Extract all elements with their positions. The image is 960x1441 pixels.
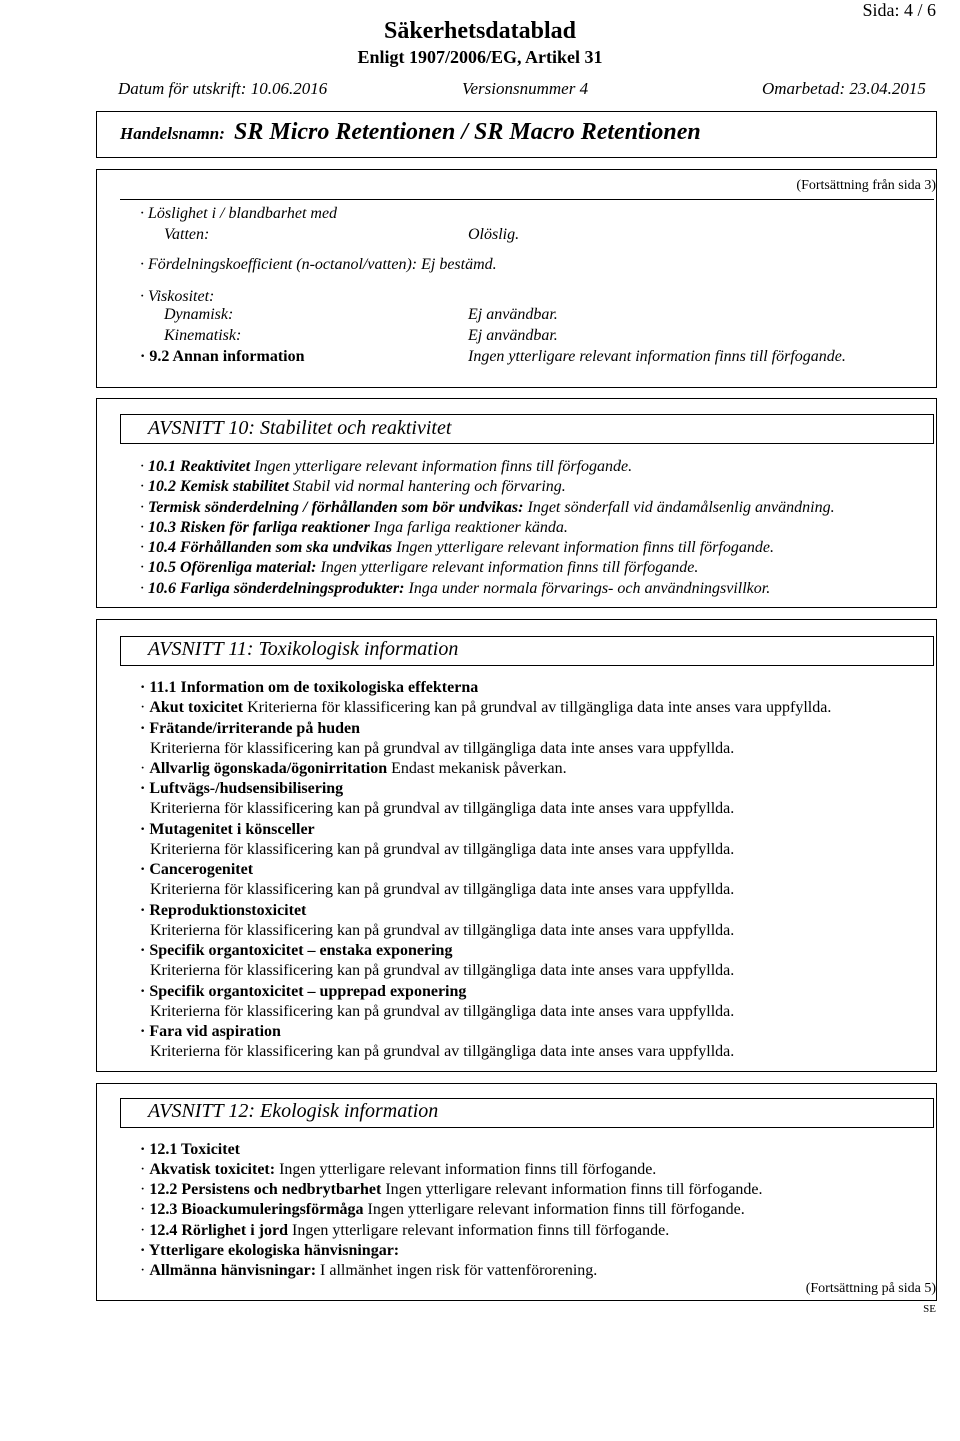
- aspiration-row: · Fara vid aspiration: [140, 1023, 281, 1040]
- solubility-label: Löslighet i / blandbarhet med: [148, 205, 338, 222]
- bioaccumulation-value: Ingen ytterligare relevant information finns till förfogande.: [367, 1201, 745, 1218]
- partition-label: Fördelningskoefficient (n-octanol/vatten):: [148, 256, 418, 273]
- bullet-dot: ·: [140, 256, 148, 273]
- persistence-label: 12.2 Persistens och nedbrytbarhet: [149, 1181, 382, 1198]
- conditions-avoid-row: · 10.4 Förhållanden som ska undvikas Ingen ytterligare relevant information finns till förfogande.: [140, 539, 774, 556]
- tox-intro-row: · 11.1 Information om de toxikologiska effekterna: [140, 679, 479, 696]
- acute-row: · Akut toxicitet Kriterierna för klassificering kan på grundval av tillgängliga data inte anses vara uppfyllda.: [140, 699, 832, 716]
- solubility-row: [140, 205, 337, 223]
- incompatible-value: Ingen ytterligare relevant information finns till förfogande.: [320, 559, 699, 576]
- corrosion-row: · Frätande/irriterande på huden: [140, 720, 361, 737]
- trade-name-label: Handelsnamn:: [120, 124, 225, 143]
- stot-repeat-value: Kriterierna för klassificering kan på grundval av tillgängliga data inte anses vara uppfyllda.: [150, 1003, 735, 1020]
- reactivity-label: 10.1 Reaktivitet: [148, 458, 251, 475]
- section-9-rule: [120, 199, 934, 200]
- persistence-value: Ingen ytterligare relevant information finns till förfogande.: [385, 1181, 763, 1198]
- viscosity-label: Viskositet:: [148, 288, 215, 305]
- hazardous-reactions-row: · 10.3 Risken för farliga reaktioner Inga farliga reaktioner kända.: [140, 519, 568, 536]
- mobility-row: · 12.4 Rörlighet i jord Ingen ytterligare relevant information finns till förfogande.: [140, 1222, 670, 1239]
- page-number: Sida: 4 / 6: [862, 0, 936, 20]
- bullet-dot: ·: [140, 348, 150, 365]
- print-date: Datum för utskrift: 10.06.2016: [118, 79, 328, 98]
- stot-single-label: Specifik organtoxicitet – enstaka exponering: [149, 942, 453, 959]
- hazardous-reactions-value: Inga farliga reaktioner kända.: [373, 519, 568, 536]
- revised-date: Omarbetad: 23.04.2015: [762, 79, 926, 98]
- water-value: Olöslig.: [468, 226, 520, 243]
- partition-value: Ej bestämd.: [421, 256, 497, 273]
- other-info-value: Ingen ytterligare relevant information finns till förfogande.: [468, 348, 846, 365]
- reproductive-label: Reproduktionstoxicitet: [149, 902, 307, 919]
- incompatible-label: 10.5 Oförenliga material:: [148, 559, 317, 576]
- corrosion-value: Kriterierna för klassificering kan på grundval av tillgängliga data inte anses vara uppfyllda.: [150, 740, 735, 757]
- conditions-avoid-value: Ingen ytterligare relevant information finns till förfogande.: [396, 539, 774, 556]
- general-notes-row: · Allmänna hänvisningar: I allmänhet ingen risk för vattenförorening.: [140, 1262, 598, 1279]
- mutagenicity-value: Kriterierna för klassificering kan på grundval av tillgängliga data inte anses vara uppfyllda.: [150, 841, 735, 858]
- water-label: Vatten:: [164, 226, 210, 243]
- stability-value: Stabil vid normal hantering och förvaring.: [292, 478, 566, 495]
- corrosion-label: Frätande/irriterande på huden: [149, 720, 361, 737]
- thermal-label: Termisk sönderdelning / förhållanden som bör undvikas:: [148, 499, 524, 516]
- stability-row: · 10.2 Kemisk stabilitet Stabil vid normal hantering och förvaring.: [140, 478, 566, 495]
- stot-repeat-row: · Specifik organtoxicitet – upprepad exponering: [140, 983, 467, 1000]
- carcinogenicity-value: Kriterierna för klassificering kan på grundval av tillgängliga data inte anses vara uppfyllda.: [150, 881, 735, 898]
- toxicity-row: · 12.1 Toxicitet: [140, 1141, 241, 1158]
- acute-value: Kriterierna för klassificering kan på grundval av tillgängliga data inte anses vara uppfyllda.: [247, 699, 832, 716]
- section-11-heading: AVSNITT 11: Toxikologisk information: [148, 638, 459, 660]
- stot-single-value: Kriterierna för klassificering kan på grundval av tillgängliga data inte anses vara uppfyllda.: [150, 962, 735, 979]
- decomposition-value: Inga under normala förvarings- och användningsvillkor.: [408, 580, 771, 597]
- carcinogenicity-row: · Cancerogenitet: [140, 861, 254, 878]
- other-info-row: [140, 348, 304, 366]
- general-notes-label: Allmänna hänvisningar:: [149, 1262, 317, 1279]
- kinematic-value: Ej användbar.: [468, 327, 558, 344]
- acute-label: Akut toxicitet: [149, 699, 244, 716]
- thermal-row: · Termisk sönderdelning / förhållanden som bör undvikas: Inget sönderfall vid ändamålsenlig användning.: [140, 499, 835, 516]
- thermal-value: Inget sönderfall vid ändamålsenlig användning.: [527, 499, 835, 516]
- bullet-dot: ·: [140, 288, 148, 305]
- bioaccumulation-label: 12.3 Bioackumuleringsförmåga: [149, 1201, 364, 1218]
- continued-on: (Fortsättning på sida 5): [805, 1281, 936, 1296]
- mobility-value: Ingen ytterligare relevant information finns till förfogande.: [291, 1222, 670, 1239]
- section-12-heading: AVSNITT 12: Ekologisk information: [148, 1100, 439, 1122]
- reactivity-value: Ingen ytterligare relevant information finns till förfogande.: [254, 458, 633, 475]
- tox-intro-label: 11.1 Information om de toxikologiska effekterna: [149, 679, 479, 696]
- partition-row: [140, 256, 497, 274]
- kinematic-label: Kinematisk:: [164, 327, 242, 344]
- eye-label: Allvarlig ögonskada/ögonirritation: [149, 760, 388, 777]
- stability-label: 10.2 Kemisk stabilitet: [148, 478, 289, 495]
- sensitisation-label: Luftvägs-/hudsensibilisering: [149, 780, 344, 797]
- reactivity-row: · 10.1 Reaktivitet Ingen ytterligare relevant information finns till förfogande.: [140, 458, 633, 475]
- bioaccumulation-row: · 12.3 Bioackumuleringsförmåga Ingen ytterligare relevant information finns till förfogande.: [140, 1201, 745, 1218]
- section-10-heading: AVSNITT 10: Stabilitet och reaktivitet: [148, 417, 452, 439]
- stot-repeat-label: Specifik organtoxicitet – upprepad exponering: [149, 983, 467, 1000]
- sensitisation-value: Kriterierna för klassificering kan på grundval av tillgängliga data inte anses vara uppfyllda.: [150, 800, 735, 817]
- dynamic-label: Dynamisk:: [164, 306, 234, 323]
- aspiration-value: Kriterierna för klassificering kan på grundval av tillgängliga data inte anses vara uppfyllda.: [150, 1043, 735, 1060]
- viscosity-row: [140, 288, 214, 306]
- decomposition-row: · 10.6 Farliga sönderdelningsprodukter: Inga under normala förvarings- och användningsvillkor.: [140, 580, 771, 597]
- further-eco-row: · Ytterligare ekologiska hänvisningar:: [140, 1242, 400, 1259]
- decomposition-label: 10.6 Farliga sönderdelningsprodukter:: [148, 580, 405, 597]
- dynamic-value: Ej användbar.: [468, 306, 558, 323]
- stot-single-row: · Specifik organtoxicitet – enstaka exponering: [140, 942, 453, 959]
- carcinogenicity-label: Cancerogenitet: [149, 861, 254, 878]
- aquatic-row: · Akvatisk toxicitet: Ingen ytterligare relevant information finns till förfogande.: [140, 1161, 657, 1178]
- incompatible-row: · 10.5 Oförenliga material: Ingen ytterligare relevant information finns till förfogande.: [140, 559, 699, 576]
- mobility-label: 12.4 Rörlighet i jord: [149, 1222, 288, 1239]
- language-code: SE: [923, 1303, 936, 1315]
- regulation-subtitle: Enligt 1907/2006/EG, Artikel 31: [357, 47, 603, 67]
- further-eco-label: Ytterligare ekologiska hänvisningar:: [148, 1242, 400, 1259]
- aspiration-label: Fara vid aspiration: [149, 1023, 281, 1040]
- eye-row: · Allvarlig ögonskada/ögonirritation Endast mekanisk påverkan.: [140, 760, 567, 777]
- reproductive-value: Kriterierna för klassificering kan på grundval av tillgängliga data inte anses vara uppfyllda.: [150, 922, 735, 939]
- aquatic-value: Ingen ytterligare relevant information finns till förfogande.: [279, 1161, 657, 1178]
- other-info-label: 9.2 Annan information: [149, 348, 305, 365]
- mutagenicity-row: · Mutagenitet i könsceller: [140, 821, 315, 838]
- eye-value: Endast mekanisk påverkan.: [391, 760, 567, 777]
- general-notes-value: I allmänhet ingen risk för vattenförorening.: [320, 1262, 598, 1279]
- aquatic-label: Akvatisk toxicitet:: [149, 1161, 276, 1178]
- persistence-row: · 12.2 Persistens och nedbrytbarhet Ingen ytterligare relevant information finns till förfogande.: [140, 1181, 763, 1198]
- hazardous-reactions-label: 10.3 Risken för farliga reaktioner: [148, 519, 370, 536]
- mutagenicity-label: Mutagenitet i könsceller: [149, 821, 315, 838]
- continued-from: (Fortsättning från sida 3): [796, 178, 936, 193]
- reproductive-row: · Reproduktionstoxicitet: [140, 902, 307, 919]
- trade-name: SR Micro Retentionen / SR Macro Retentionen: [234, 119, 701, 145]
- conditions-avoid-label: 10.4 Förhållanden som ska undvikas: [148, 539, 393, 556]
- bullet-dot: ·: [140, 205, 148, 222]
- sensitisation-row: · Luftvägs-/hudsensibilisering: [140, 780, 344, 797]
- version-number: Versionsnummer 4: [462, 79, 589, 98]
- document-title: Säkerhetsdatablad: [383, 18, 577, 44]
- toxicity-label: 12.1 Toxicitet: [149, 1141, 241, 1158]
